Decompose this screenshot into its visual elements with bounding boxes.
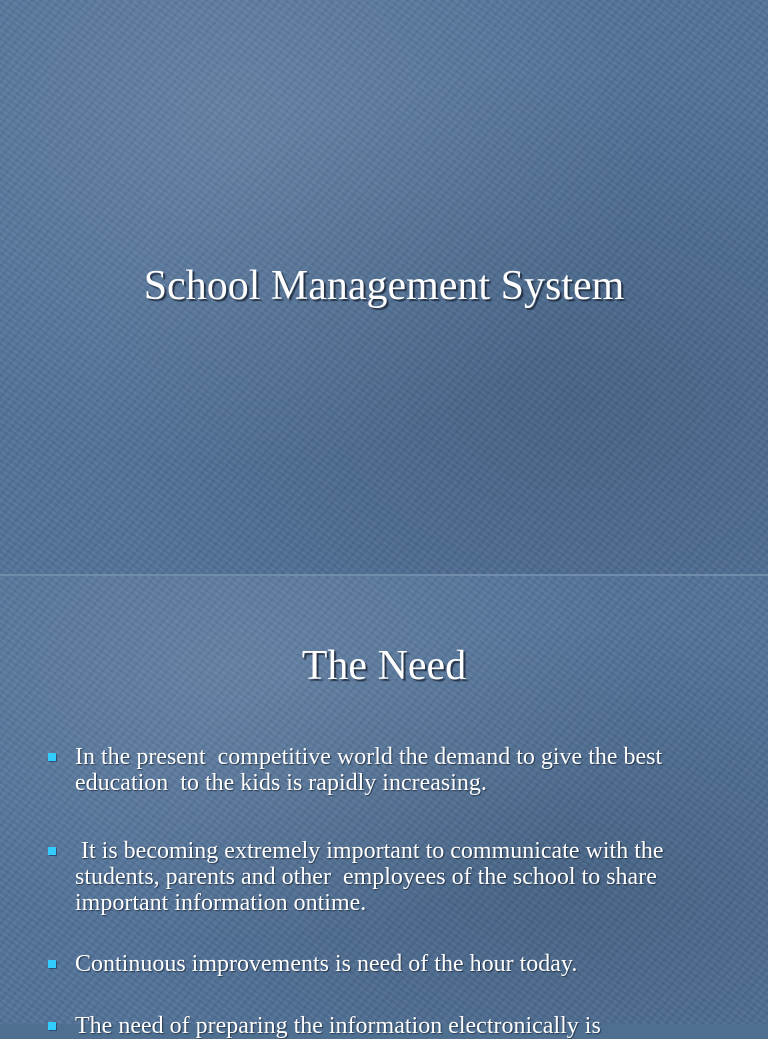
square-bullet-icon <box>48 847 56 855</box>
bullet-item <box>46 838 726 916</box>
square-bullet-icon <box>48 753 56 761</box>
slide-need-heading: The Need <box>301 643 467 689</box>
bullet-text: In the present competitive world the demand to give the best education to the kids is rapidly increasing. <box>75 744 669 796</box>
bullet-item <box>46 744 726 796</box>
square-bullet-icon <box>48 1022 56 1030</box>
slide-title-heading: School Management System <box>143 263 625 309</box>
slide-the-need <box>0 576 768 1039</box>
bullet-text: The need of preparing the information electronically is <box>75 1013 601 1039</box>
square-bullet-icon <box>48 960 56 968</box>
bullet-item <box>46 1013 726 1039</box>
bullet-item <box>46 951 726 977</box>
bullet-text: It is becoming extremely important to communicate with the students, parents and other employees of the school to share important information ontime. <box>75 838 670 916</box>
bullet-text: Continuous improvements is need of the hour today. <box>75 951 578 977</box>
